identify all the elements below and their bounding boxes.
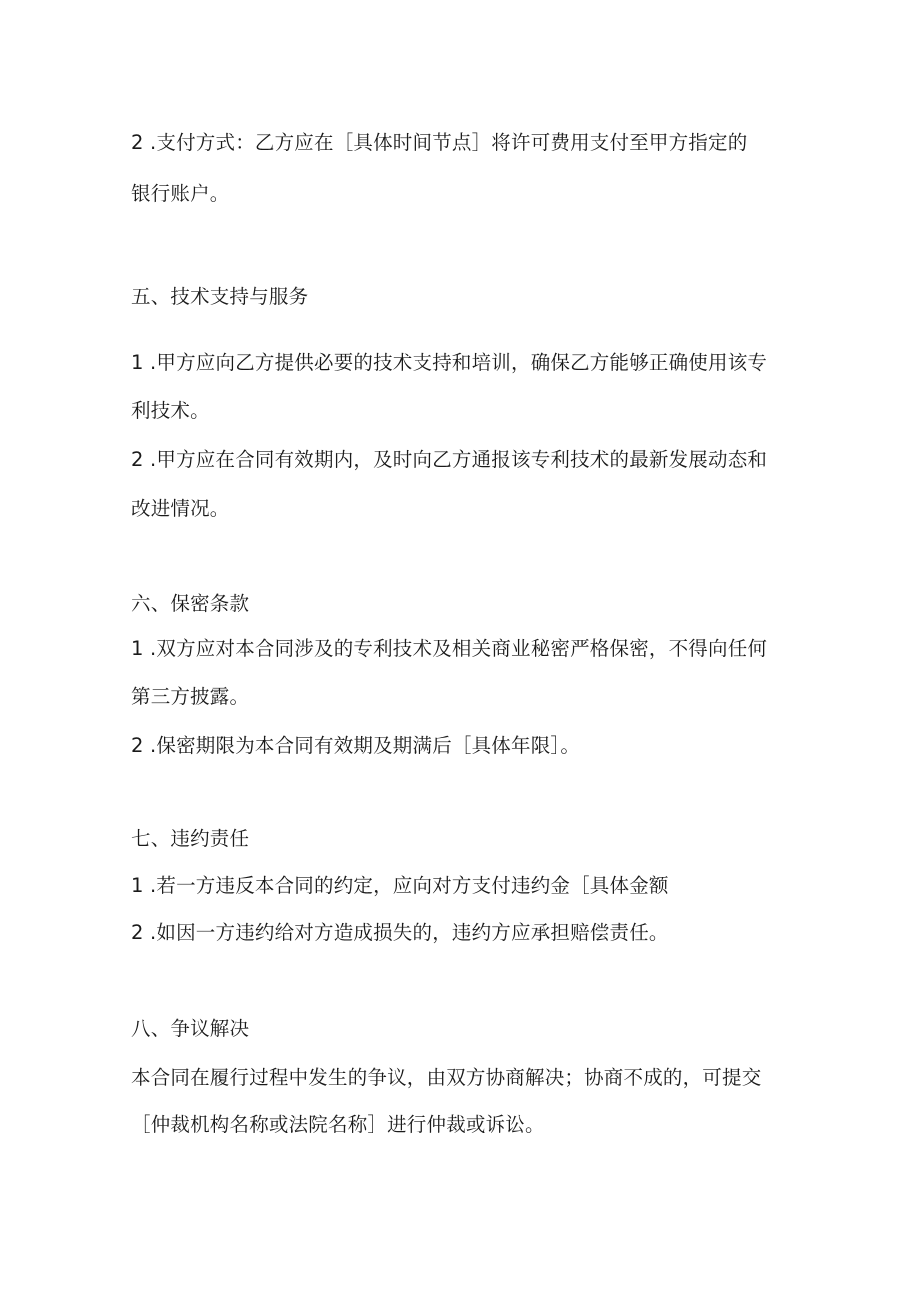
section-6-item-2: 2 .保密期限为本合同有效期及期满后［具体年限］。 xyxy=(131,734,581,757)
section-5-heading: 五、技术支持与服务 xyxy=(131,285,309,308)
section-6-item-1-line-2: 第三方披露。 xyxy=(131,685,250,708)
section-8-body-line-1: 本合同在履行过程中发生的争议，由双方协商解决；协商不成的，可提交 xyxy=(131,1066,762,1089)
payment-method-line-1: 2 .支付方式：乙方应在［具体时间节点］将许可费用支付至甲方指定的 xyxy=(131,131,748,154)
section-5-item-1-line-1: 1 .甲方应向乙方提供必要的技术支持和培训，确保乙方能够正确使用该专 xyxy=(131,351,768,374)
section-7-item-2: 2 .如因一方违约给对方造成损失的，违约方应承担赔偿责任。 xyxy=(131,921,669,944)
section-8-heading: 八、争议解决 xyxy=(131,1017,250,1040)
section-8-body-line-2: ［仲裁机构名称或法院名称］进行仲裁或诉讼。 xyxy=(131,1113,545,1136)
section-5-item-2-line-2: 改进情况。 xyxy=(131,497,230,520)
payment-method-line-2: 银行账户。 xyxy=(131,182,230,205)
section-6-item-1-line-1: 1 .双方应对本合同涉及的专利技术及相关商业秘密严格保密，不得向任何 xyxy=(131,637,768,660)
section-7-item-1: 1 .若一方违反本合同的约定，应向对方支付违约金［具体金额 xyxy=(131,874,669,897)
section-5-item-2-line-1: 2 .甲方应在合同有效期内，及时向乙方通报该专利技术的最新发展动态和 xyxy=(131,448,768,471)
section-6-heading: 六、保密条款 xyxy=(131,592,250,615)
section-5-item-1-line-2: 利技术。 xyxy=(131,399,210,422)
section-7-heading: 七、违约责任 xyxy=(131,827,250,850)
